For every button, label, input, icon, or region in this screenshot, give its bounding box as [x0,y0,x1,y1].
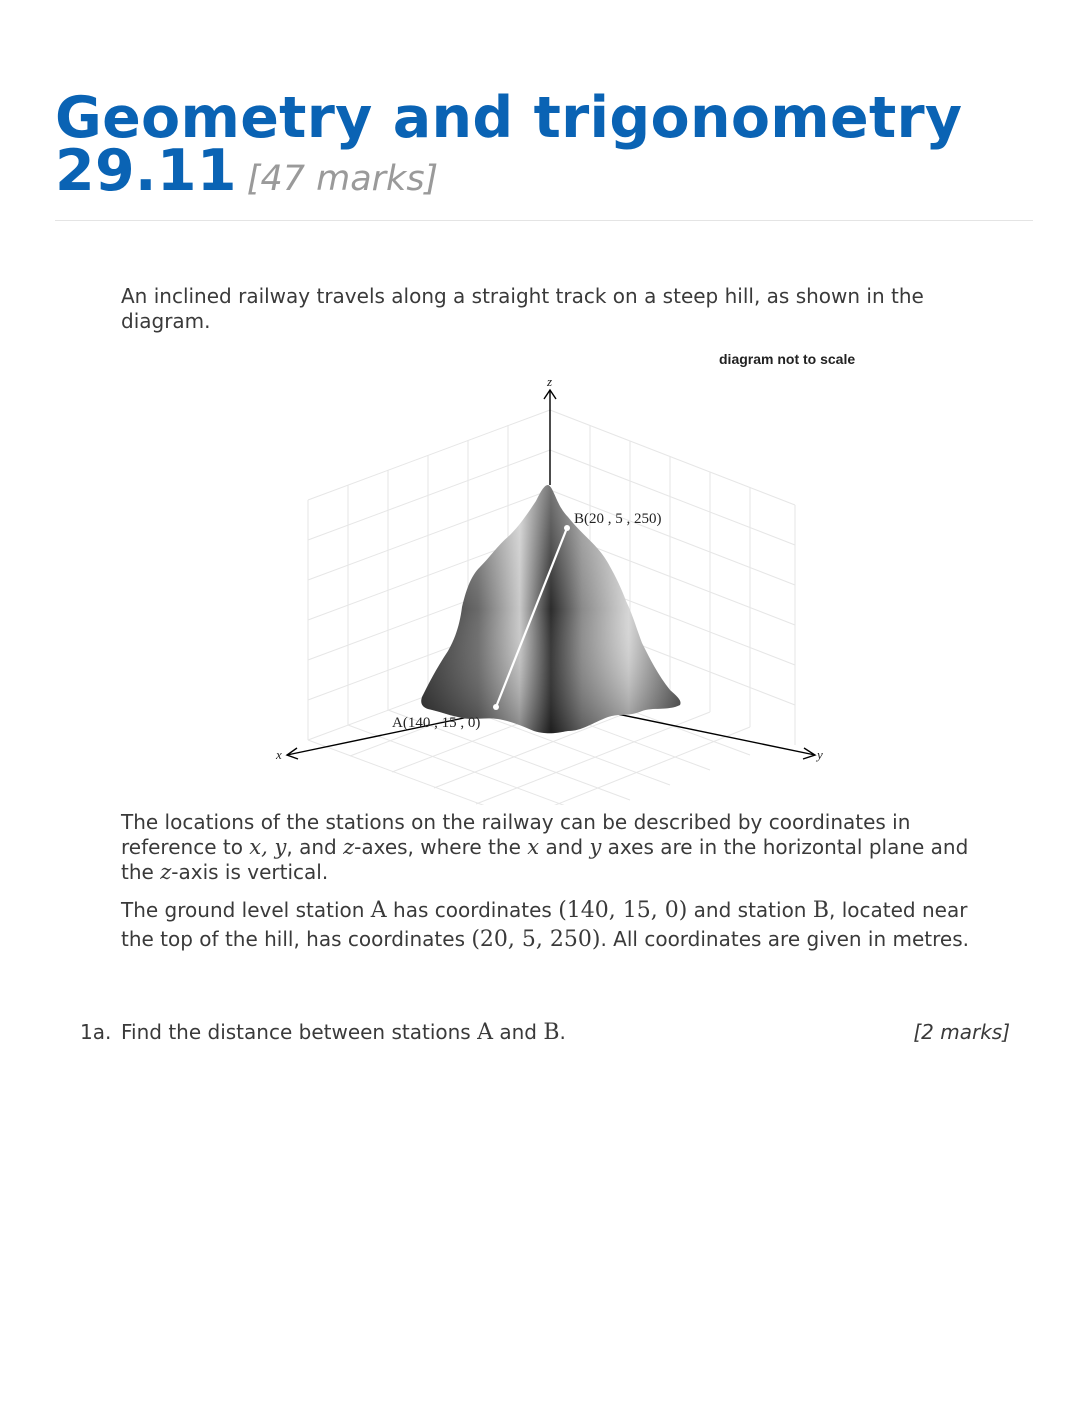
question-marks: [2 marks] [913,1020,1010,1044]
p2-math-a-coords: (140, 15, 0) [558,898,688,923]
question-text-2: and [492,1020,544,1044]
p1-text-5: axes are in the horizontal plane and the [121,835,969,884]
p1-text-4: and [539,835,590,859]
p1-math-z2: z [160,860,172,884]
question-text [121,1020,566,1045]
title-line-1: Geometry and trigonometry [55,85,963,151]
page-title [55,85,1045,206]
p2-math-a: A [370,898,387,923]
question-math-a: A [477,1020,493,1045]
p1-math-y: y [589,835,602,859]
p1-math-xy: x, y [249,835,287,859]
z-axis-label: z [547,374,553,389]
p2-math-b: B [812,898,830,923]
coordinates-paragraph [121,810,996,885]
title-divider [55,220,1033,221]
diagram-note: diagram not to scale [719,351,856,367]
p1-math-z: z [343,835,355,859]
y-axis-label: y [817,747,823,762]
question-number: 1a. [80,1020,112,1044]
p1-text-1: The locations of the stations on the railway can be described by coordinates in reference to [121,810,911,859]
title-line-2: 29.11 [55,138,237,204]
point-b-label: B(20 , 5 , 250) [574,511,662,527]
station-b-marker [564,525,570,531]
p1-text-3: -axes, where the [354,835,528,859]
question-math-b: B [543,1020,560,1045]
p2-text-4: , located near the top of the hill, has coordinates [121,898,968,951]
p2-text-5: . All coordinates are given in metres. [600,927,969,951]
question-text-3: . [559,1020,566,1044]
total-marks: [47 marks] [246,159,439,199]
station-a-marker [493,704,499,710]
railway-hill-diagram [270,345,890,805]
stations-paragraph [121,896,996,954]
p2-text-2: has coordinates [386,898,559,922]
p2-text-1: The ground level station [121,898,371,922]
p2-math-b-coords: (20, 5, 250) [471,927,601,952]
x-axis-label: x [276,747,282,762]
question-text-1: Find the distance between stations [121,1020,478,1044]
intro-paragraph: An inclined railway travels along a straight track on a steep hill, as shown in the diagram. [121,284,924,333]
p1-math-x: x [527,835,540,859]
p2-text-3: and station [687,898,813,922]
p1-text-6: -axis is vertical. [171,860,329,884]
point-a-label: A(140 , 15 , 0) [392,715,481,731]
p1-text-2: , and [286,835,344,859]
